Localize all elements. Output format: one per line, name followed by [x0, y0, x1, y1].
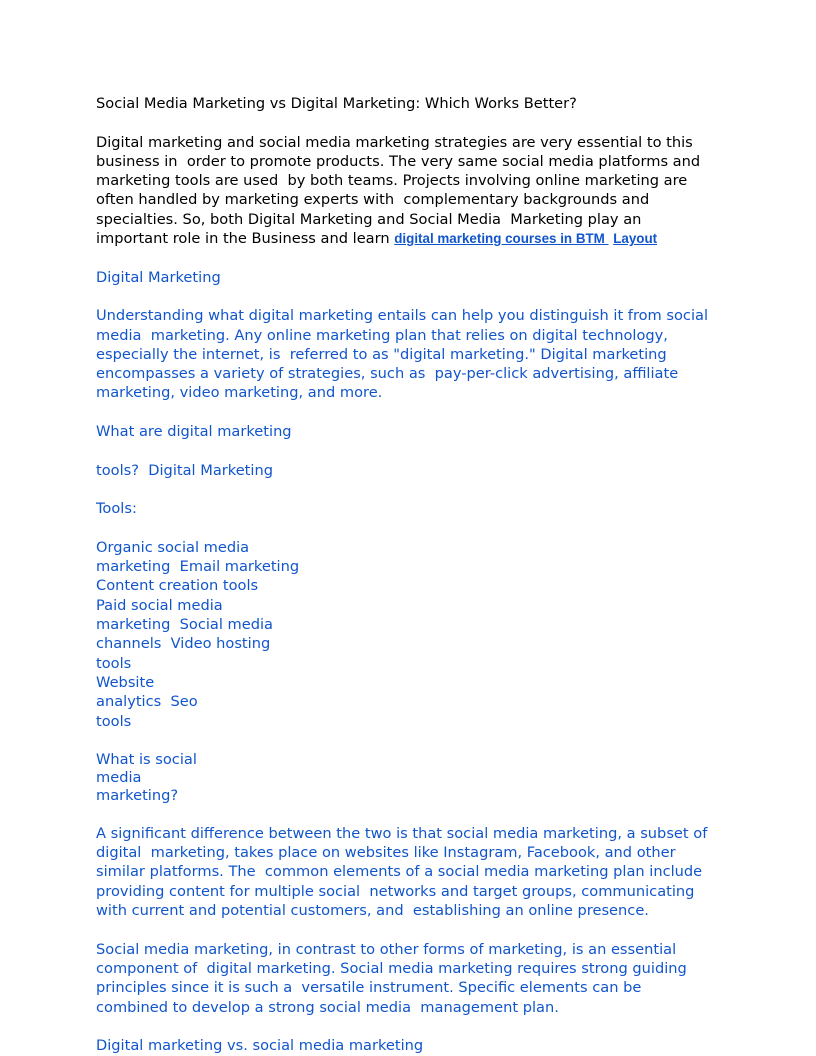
smm-line: Social media marketing, in contrast to other forms of marketing, is an essential	[96, 940, 677, 958]
list-item: analytics Seo	[96, 693, 198, 711]
intro-last-text: important role in the Business and learn	[96, 230, 395, 248]
tools-question-2: tools? Digital Marketing	[96, 461, 273, 479]
list-item: marketing Social media	[96, 616, 273, 634]
smm-line: principles since it is such a versatile instrument. Specific elements can be	[96, 979, 642, 997]
smm-line: providing content for multiple social networks and target groups, communicating	[96, 882, 695, 900]
list-item: marketing Email marketing	[96, 558, 300, 576]
list-item: Content creation tools	[96, 577, 259, 595]
dm-line: marketing, video marketing, and more.	[96, 384, 383, 402]
intro-line: Digital marketing and social media marketing strategies are very essential to this	[96, 133, 693, 151]
dm-line: media marketing. Any online marketing plan that relies on digital technology,	[96, 326, 668, 344]
intro-last-line	[96, 229, 726, 248]
final-heading: Digital marketing vs. social media marketing	[96, 1037, 424, 1055]
smm-line: component of digital marketing. Social media marketing requires strong guiding	[96, 959, 687, 977]
smm-paragraph-1	[96, 824, 726, 920]
list-item: Organic social media	[96, 538, 250, 556]
dm-paragraph	[96, 306, 726, 402]
smm-line: digital marketing, takes place on websites like Instagram, Facebook, and other	[96, 844, 676, 862]
smm-line: combined to develop a strong social media management plan.	[96, 998, 559, 1016]
doc-title: Social Media Marketing vs Digital Marketing: Which Works Better?	[96, 95, 577, 112]
tools-list	[96, 538, 726, 731]
list-item: channels Video hosting	[96, 635, 271, 653]
tools-question-3: Tools:	[96, 500, 137, 518]
smm-question-line: What is social	[96, 751, 197, 769]
smm-paragraph-2	[96, 940, 726, 1017]
intro-paragraph	[96, 133, 726, 249]
smm-question-line: marketing?	[96, 786, 179, 804]
intro-line: specialties. So, both Digital Marketing and Social Media Marketing play an	[96, 210, 642, 228]
list-item: tools	[96, 654, 132, 672]
link-layout[interactable]: Layout	[613, 231, 658, 247]
list-item: tools	[96, 712, 132, 730]
smm-question	[96, 750, 726, 804]
intro-line: often handled by marketing experts with complementary backgrounds and	[96, 191, 650, 209]
document-page	[96, 94, 726, 1055]
list-item: Paid social media	[96, 596, 223, 614]
smm-question-line: media	[96, 769, 142, 787]
smm-line: A significant difference between the two is that social media marketing, a subset of	[96, 824, 708, 842]
dm-heading: Digital Marketing	[96, 268, 221, 286]
dm-line: especially the internet, is referred to as "digital marketing." Digital marketing	[96, 345, 667, 363]
smm-line: similar platforms. The common elements of a social media marketing plan include	[96, 863, 703, 881]
smm-line: with current and potential customers, and establishing an online presence.	[96, 902, 649, 920]
tools-question-1: What are digital marketing	[96, 423, 292, 441]
intro-line: marketing tools are used by both teams. Projects involving online marketing are	[96, 172, 688, 190]
dm-line: encompasses a variety of strategies, such as pay-per-click advertising, affiliate	[96, 365, 679, 383]
list-item: Website	[96, 673, 155, 691]
dm-line: Understanding what digital marketing entails can help you distinguish it from social	[96, 307, 709, 325]
link-dm-courses-btm[interactable]: digital marketing courses in BTM	[394, 231, 609, 247]
intro-line: business in order to promote products. The very same social media platforms and	[96, 152, 701, 170]
